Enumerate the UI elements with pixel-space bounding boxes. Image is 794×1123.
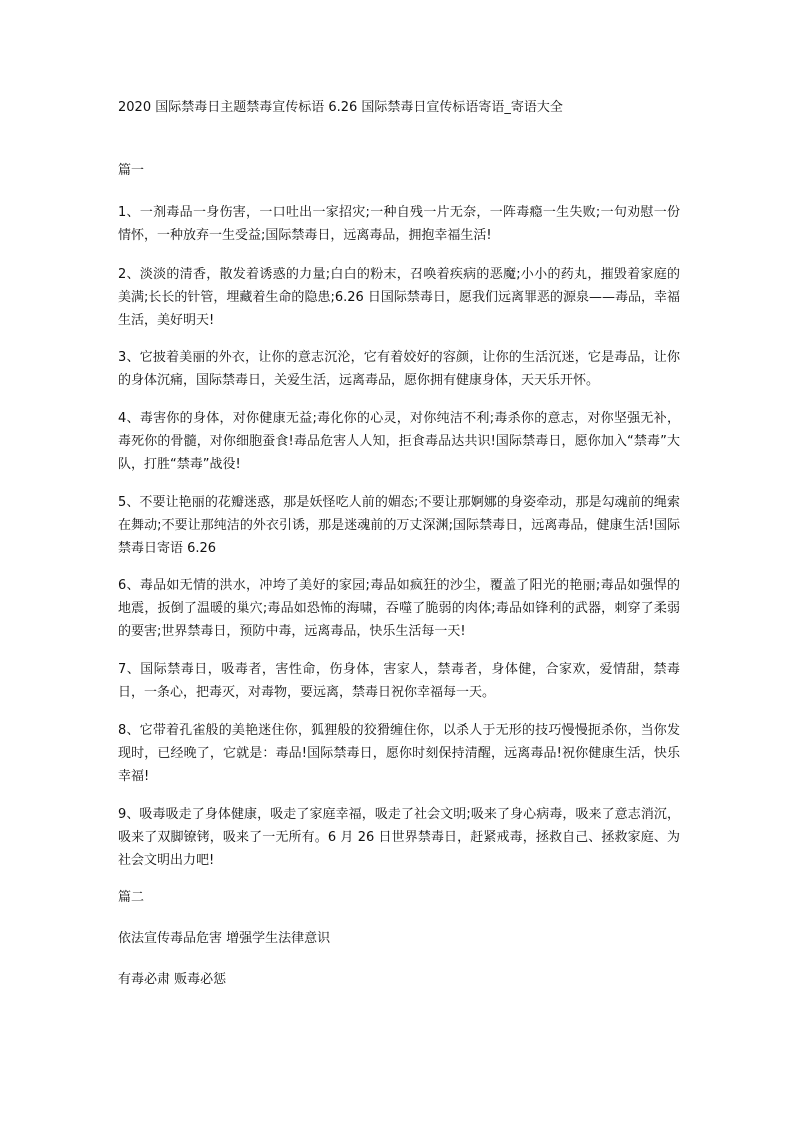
slogan-item-9: 9、吸毒吸走了身体健康，吸走了家庭幸福，吸走了社会文明;吸来了身心病毒，吸来了意志消沉，吸来了双脚镣铐，吸来了一无所有。6 月 26 日世界禁毒日，赶紧戒毒，拯救自己、拯救家庭、为社会文明出力吧! (118, 807, 680, 868)
slogan-item-8: 8、它带着孔雀般的美艳迷住你，狐狸般的狡猾缠住你，以杀人于无形的技巧慢慢扼杀你，当你发现时，已经晚了，它就是：毒品!国际禁毒日，愿你时刻保持清醒，远离毒品!祝你健康生活，快乐幸福! (118, 723, 680, 784)
slogan-item-1: 1、一剂毒品一身伤害，一口吐出一家招灾;一种自残一片无奈，一阵毒瘾一生失败;一句劝慰一份情怀，一种放弃一生受益;国际禁毒日，远离毒品，拥抱幸福生活! (118, 205, 680, 243)
slogan-item-7: 7、国际禁毒日，吸毒者，害性命，伤身体，害家人，禁毒者，身体健，合家欢，爱情甜，禁毒日，一条心，把毒灭，对毒物，要远离，禁毒日祝你幸福每一天。 (118, 662, 680, 700)
slogan-item-4: 4、毒害你的身体，对你健康无益;毒化你的心灵，对你纯洁不利;毒杀你的意志，对你坚强无补，毒死你的骨髓，对你细胞蚕食!毒品危害人人知，拒食毒品达共识!国际禁毒日，愿你加入“禁毒”大队，打胜“禁毒”战役! (118, 411, 680, 472)
section-heading-1: 篇一 (118, 163, 145, 178)
slogan-line-2: 有毒必肃 贩毒必惩 (118, 972, 227, 987)
slogan-line-1: 依法宣传毒品危害 增强学生法律意识 (118, 931, 331, 946)
slogan-item-3: 3、它披着美丽的外衣，让你的意志沉沦，它有着姣好的容颜，让你的生活沉迷，它是毒品，让你的身体沉痛，国际禁毒日，关爱生活，远离毒品，愿你拥有健康身体，天天乐开怀。 (118, 350, 680, 388)
section-heading-2: 篇二 (118, 890, 145, 905)
slogan-item-6: 6、毒品如无情的洪水，冲垮了美好的家园;毒品如疯狂的沙尘，覆盖了阳光的艳丽;毒品如强悍的地震，扳倒了温暖的巢穴;毒品如恐怖的海啸，吞噬了脆弱的肉体;毒品如锋利的武器，刺穿了柔弱的要害;世界禁毒日，预防中毒，远离毒品，快乐生活每一天! (118, 578, 680, 639)
slogan-item-5: 5、不要让艳丽的花瓣迷惑，那是妖怪吃人前的媚态;不要让那婀娜的身姿牵动，那是勾魂前的绳索在舞动;不要让那纯洁的外衣引诱，那是迷魂前的万丈深渊;国际禁毒日，远离毒品，健康生活!国际禁毒日寄语 6.26 (118, 495, 680, 556)
slogan-item-2: 2、淡淡的清香，散发着诱惑的力量;白白的粉末，召唤着疾病的恶魔;小小的药丸，摧毁着家庭的美满;长长的针管，埋藏着生命的隐患;6.26 日国际禁毒日，愿我们远离罪恶的源泉——毒品，幸福生活，美好明天! (118, 267, 680, 328)
document-title: 2020 国际禁毒日主题禁毒宣传标语 6.26 国际禁毒日宣传标语寄语_寄语大全 (118, 100, 563, 115)
